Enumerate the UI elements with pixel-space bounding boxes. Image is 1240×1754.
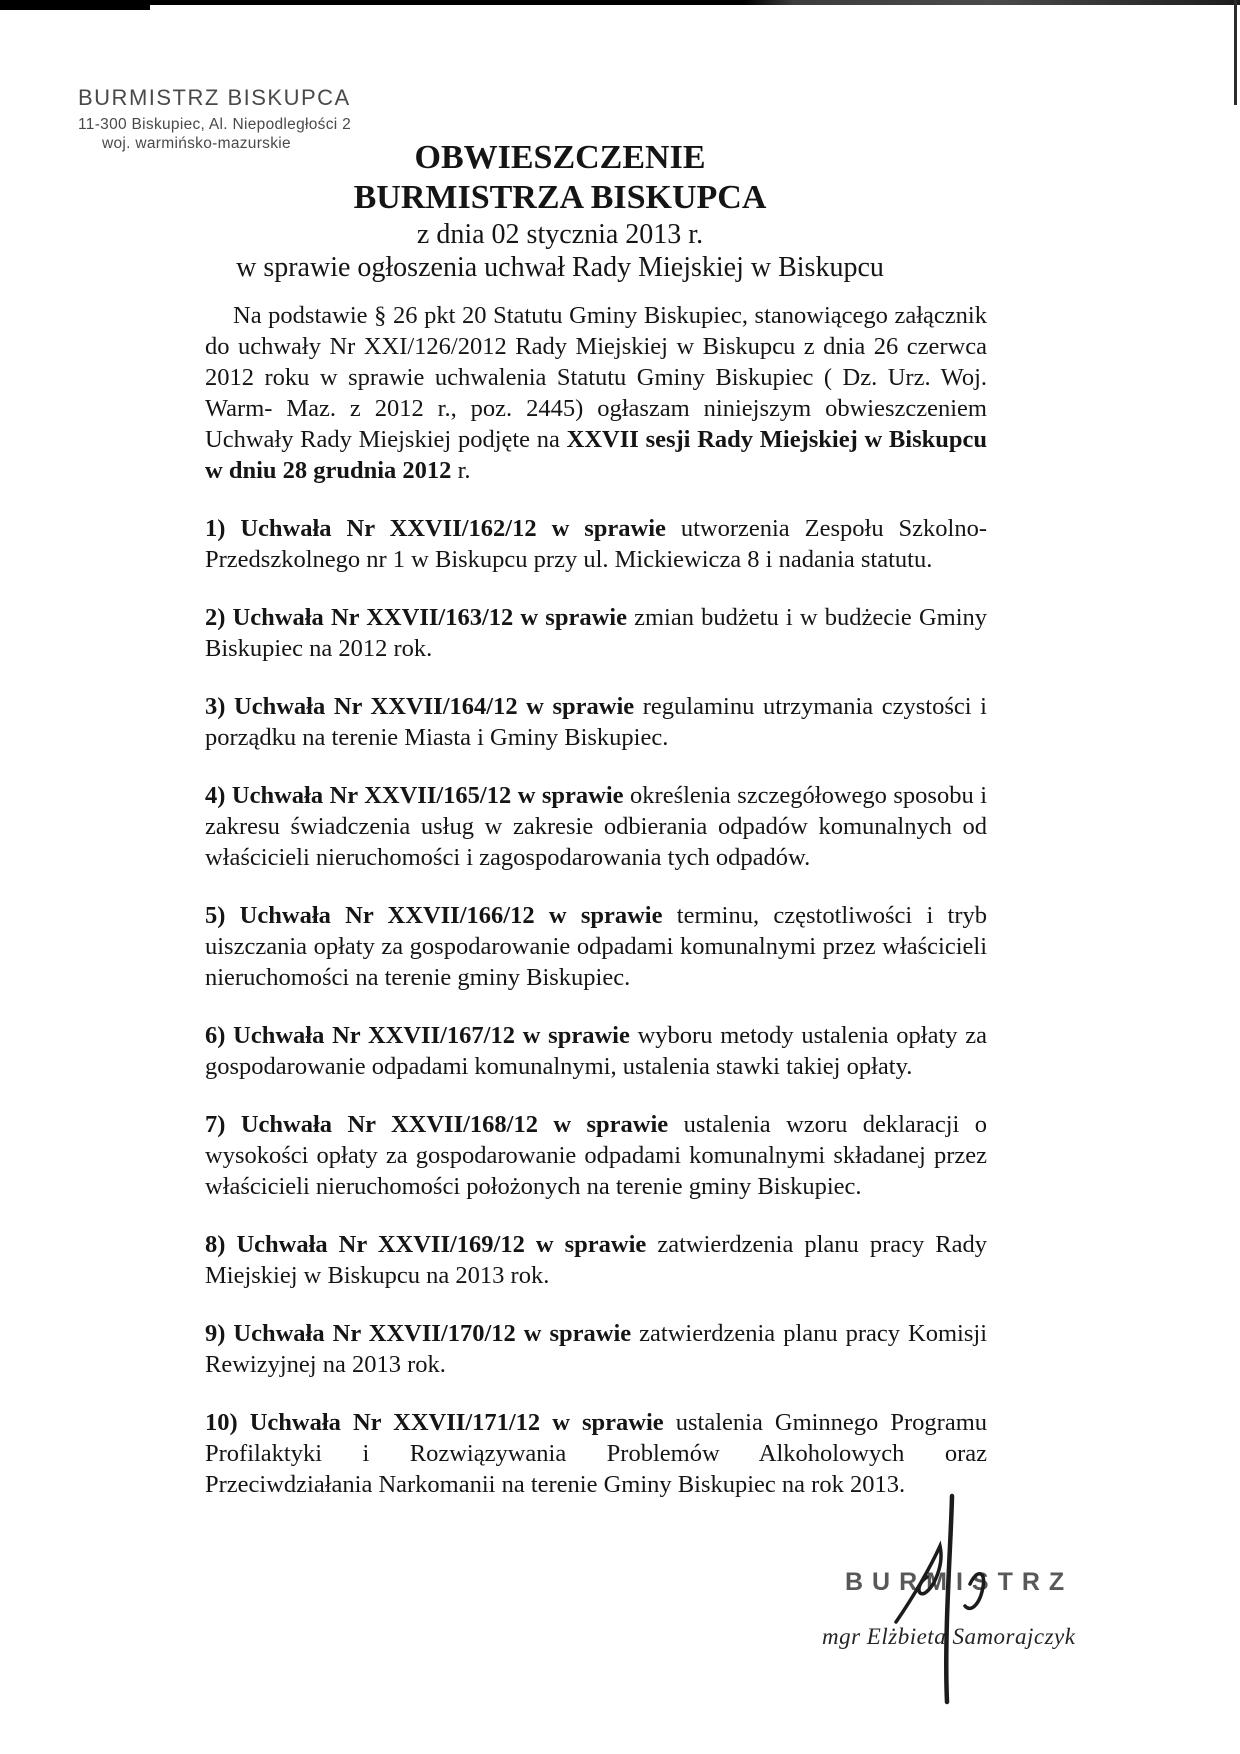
intro-paragraph [205,300,987,486]
handwritten-signature [830,1488,1060,1718]
resolution-item-body: zmian budżetu i w budżecie Gminy Biskupiec na 2012 rok. [205,604,988,662]
document-subject-line: w sprawie ogłoszenia uchwał Rady Miejskiej w Biskupcu [236,252,884,283]
resolution-item [205,1407,987,1500]
sender-stamp-name: BURMISTRZ BISKUPCA [78,85,351,110]
resolution-item [205,1229,987,1291]
resolution-item-lead: 7) Uchwała Nr XXVII/168/12 w sprawie [205,1111,669,1138]
document-title-line2: BURMISTRZA BISKUPCA [353,179,767,216]
resolution-item-lead: 6) Uchwała Nr XXVII/167/12 w sprawie [205,1022,630,1049]
resolution-item-body: terminu, częstotliwości i tryb uiszczania opłaty za gospodarowanie odpadami komunalnymi przez właścicieli nieruchomości na terenie gminy Biskupiec. [205,902,987,991]
intro-text: Na podstawie § 26 pkt 20 Statutu Gminy Biskupiec, stanowiącego załącznik do uchwały Nr XXI/126/2012 Rady Miejskiej w Biskupcu z dnia 26 czerwca 2012 roku w sprawie uchwalenia Statutu Gminy Biskupiec ( Dz. Urz. Woj. Warm- Maz. z 2012 r., poz. 2445) ogłaszam niniejszym obwieszczeniem Uchwały Rady Miejskiej podjęte na [205,302,987,453]
resolution-item [205,602,987,664]
scan-artifact-top-edge [0,0,1240,5]
resolution-item-lead: 1) Uchwała Nr XXVII/162/12 w sprawie [205,515,666,542]
resolution-item [205,780,987,873]
scan-artifact-right-edge [1234,0,1237,105]
document-title-line1: OBWIESZCZENIE [414,139,706,176]
resolution-item-lead: 10) Uchwała Nr XXVII/171/12 w sprawie [205,1409,664,1436]
resolution-item-body: ustalenia wzoru deklaracji o wysokości opłaty za gospodarowanie odpadami komunalnymi składanej przez właścicieli nieruchomości położonych na terenie gminy Biskupiec. [205,1111,987,1200]
resolution-item-body: zatwierdzenia planu pracy Rady Miejskiej w Biskupcu na 2013 rok. [205,1231,987,1289]
resolution-item-body: zatwierdzenia planu pracy Komisji Rewizyjnej na 2013 rok. [205,1320,988,1378]
resolution-item-lead: 5) Uchwała Nr XXVII/166/12 w sprawie [205,902,663,929]
resolution-item-lead: 4) Uchwała Nr XXVII/165/12 w sprawie [205,782,624,809]
resolution-item [205,900,987,993]
resolution-item-body: wyboru metody ustalenia opłaty za gospodarowanie odpadami komunalnymi, ustalenia stawki takiej opłaty. [205,1022,987,1080]
resolution-item [205,691,987,753]
intro-tail-text: r. [451,457,471,484]
resolution-item-lead: 2) Uchwała Nr XXVII/163/12 w sprawie [205,604,627,631]
resolution-item-lead: 3) Uchwała Nr XXVII/164/12 w sprawie [205,693,635,720]
resolution-item-body: określenia szczegółowego sposobu i zakresu świadczenia usług w zakresie odbierania odpadów komunalnych od właścicieli nieruchomości i zagospodarowania tych odpadów. [205,782,987,871]
sender-stamp-address: 11-300 Biskupiec, Al. Niepodległości 2 [78,115,352,133]
signature-role-stamp: BURMISTRZ [845,1568,1074,1596]
resolution-item-lead: 9) Uchwała Nr XXVII/170/12 w sprawie [205,1320,632,1347]
resolution-item [205,1020,987,1082]
sender-stamp-region: woj. warmińsko-mazurskie [102,134,291,152]
document-body [205,300,987,1500]
resolution-item-body: regulaminu utrzymania czystości i porządku na terenie Miasta i Gminy Biskupiec. [205,693,987,751]
resolution-item-body: utworzenia Zespołu Szkolno-Przedszkolnego nr 1 w Biskupcu przy ul. Mickiewicza 8 i nadania statutu. [205,515,987,573]
signature-name: mgr Elżbieta Samorajczyk [822,1624,1076,1649]
resolution-item [205,1109,987,1202]
resolution-item [205,1318,987,1380]
resolution-item-body: ustalenia Gminnego Programu Profilaktyki i Rozwiązywania Problemów Alkoholowych oraz Przeciwdziałania Narkomanii na terenie Gminy Biskupiec na rok 2013. [205,1409,987,1498]
resolution-item-lead: 8) Uchwała Nr XXVII/169/12 w sprawie [205,1231,647,1258]
resolution-item [205,513,987,575]
scan-artifact-top-left [0,0,150,10]
document-date-line: z dnia 02 stycznia 2013 r. [416,219,704,250]
document-title-block [100,138,1020,284]
intro-bold-text: XXVII sesji Rady Miejskiej w Biskupcu w dniu 28 grudnia 2012 [205,426,987,484]
